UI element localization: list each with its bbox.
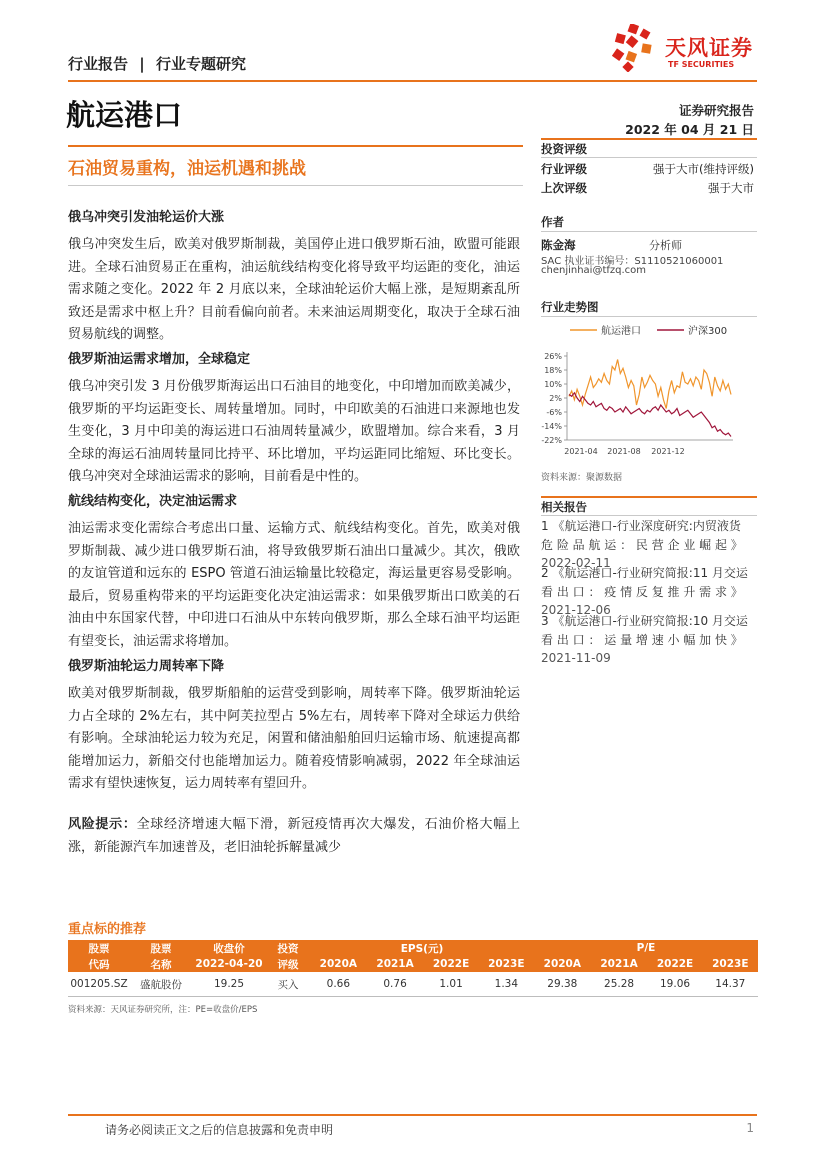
subtitle: 石油贸易重构，油运机遇和挑战 (68, 159, 306, 179)
author-email[interactable]: chenjinhai@tfzq.com (541, 265, 647, 276)
table-note: 资料来源：天风证券研究所，注：PE=收盘价/EPS (68, 1005, 258, 1015)
rating-top-line (541, 138, 757, 140)
section-heading-1: 俄乌冲突引发油轮运价大涨 (68, 210, 225, 225)
previous-rating-value: 强于大市 (708, 181, 754, 195)
cell-pe-2023e: 14.37 (703, 972, 758, 997)
subtitle-top-line (68, 145, 523, 147)
risk-text: 全球经济增速大幅下滑，新冠疫情再次大爆发，石油价格大幅上涨，新能源汽车加速普及，老旧油轮拆解量减少 (68, 817, 520, 855)
risk-warning (68, 814, 520, 859)
logo-mark-icon (612, 24, 658, 72)
related-report-3-line1: 3 《航运港口-行业研究简报:10 月交运 (541, 614, 748, 628)
cell-code: 001205.SZ (68, 972, 130, 997)
report-type-label: 行业报告 (68, 55, 129, 73)
report-date: 2022 年 04 月 21 日 (625, 122, 754, 137)
th-rating-top: 投资 (266, 940, 310, 956)
industry-rating-value: 强于大市(维持评级) (653, 162, 754, 176)
y-tick-label: 10% (544, 380, 562, 389)
previous-rating-label: 上次评级 (541, 181, 587, 195)
industry-rating-label: 行业评级 (541, 162, 587, 176)
table-header-row-1 (68, 940, 758, 956)
footer-divider (68, 1114, 757, 1116)
section-body-1: 俄乌冲突发生后，欧美对俄罗斯制裁，美国停止进口俄罗斯石油，欧盟可能跟进。全球石油贸易正在重构，油运航线结构变化将导致平均运距的变化，油运需求随之变化。2022 年 2 月底以来，全球油轮运价大幅上涨，是短期紊乱所致还是需求中枢上升？目前看偏向前者。未来油运周期变化，取决于全球石油贸易航线的调整。 (68, 237, 520, 342)
section-body-4: 欧美对俄罗斯制裁，俄罗斯船舶的运营受到影响，周转率下降。俄罗斯油轮运力占全球的 2%左右，其中阿芙拉型占 5%左右，周转率下降对全球运力供给有影响。全球油轮运力较为充足，闲置和储油船舶回归运输市场、航速提高都能增加运力，新船交付也能增加运力。随着疫情影响减弱，2022 年全球油运需求有望快速恢复，运力周转率有望回升。 (68, 686, 520, 791)
author-name: 陈金海 (541, 238, 576, 252)
recommendation-table (68, 940, 758, 997)
th-eps: EPS(元) (310, 940, 534, 956)
legend-label-series-2: 沪深300 (688, 326, 728, 337)
th-eps-2021a: 2021A (367, 956, 424, 972)
th-name: 名称 (130, 956, 192, 972)
th-pe: P/E (534, 940, 758, 956)
x-tick-label: 2021-12 (651, 447, 685, 456)
y-tick-label: 18% (544, 366, 562, 375)
related-report-2-date: 2021-12-06 (541, 603, 611, 617)
table-heading: 重点标的推荐 (68, 922, 147, 937)
logo-text-en: TF SECURITIES (668, 60, 735, 69)
author-heading: 作者 (541, 215, 564, 229)
cell-eps-2020a: 0.66 (310, 972, 367, 997)
author-divider (541, 231, 757, 232)
th-eps-2022e: 2022E (423, 956, 478, 972)
y-tick-label: -6% (546, 408, 562, 417)
related-report-3-line2: 看 出 口 ： 运 量 增 速 小 幅 加 快 》 (541, 632, 743, 647)
th-eps-2020a: 2020A (310, 956, 367, 972)
th-rating: 评级 (266, 956, 310, 972)
th-pe-2022e: 2022E (647, 956, 702, 972)
cell-pe-2021a: 25.28 (591, 972, 648, 997)
section-heading-3: 航线结构变化，决定油运需求 (68, 494, 238, 509)
related-report-1-date: 2022-02-11 (541, 556, 611, 570)
series-line-沪深300 (569, 393, 731, 437)
section-heading-4: 俄罗斯油轮运力周转率下降 (68, 659, 225, 674)
header-divider (68, 80, 757, 82)
related-report-1-line2: 危 险 品 航 运 ： 民 营 企 业 崛 起 》 (541, 537, 743, 552)
logo-text-cn: 天风证券 (665, 36, 753, 60)
related-heading: 相关报告 (541, 500, 587, 514)
y-tick-label: 26% (544, 352, 562, 361)
related-divider (541, 515, 757, 516)
table-row (68, 972, 758, 997)
author-license: SAC 执业证书编号：S1110521060001 (541, 256, 724, 267)
page-number: 1 (746, 1121, 754, 1135)
section-body-2: 俄乌冲突引发 3 月份俄罗斯海运出口石油目的地变化，中印增加而欧美减少，俄罗斯的平均运距变长、周转量增加。同时，中印欧美的石油进口来源地也发生变化，3 月中印美的海运进口石油周转量减少，欧盟增加。综合来看，3 月全球的海运石油周转量同比持平、环比增加，平均运距同比缩短、环比变长。俄乌冲突对全球油运需求的影响，目前看是中性的。 (68, 379, 520, 484)
th-code: 代码 (68, 956, 130, 972)
th-pe-2020a: 2020A (534, 956, 591, 972)
author-role: 分析师 (649, 239, 682, 252)
x-tick-label: 2021-04 (564, 447, 598, 456)
report-series-label: 行业专题研究 (155, 55, 246, 73)
cell-eps-2021a: 0.76 (367, 972, 424, 997)
related-report-1-line1: 1 《航运港口-行业深度研究:内贸液货 (541, 519, 741, 533)
th-pe-2021a: 2021A (591, 956, 648, 972)
rating-heading: 投资评级 (541, 142, 587, 156)
cell-price: 19.25 (192, 972, 266, 997)
chart-source: 资料来源：聚源数据 (541, 473, 623, 483)
logo (612, 24, 762, 74)
related-top-line (541, 496, 757, 498)
cell-pe-2020a: 29.38 (534, 972, 591, 997)
related-report-2-line1: 2 《航运港口-行业研究简报:11 月交运 (541, 566, 748, 580)
trend-chart (537, 320, 757, 456)
related-report-3[interactable] (541, 612, 754, 668)
header-separator: | (139, 55, 145, 73)
th-price: 2022-04-20 (192, 956, 266, 972)
x-tick-label: 2021-08 (607, 447, 641, 456)
th-code-top: 股票 (68, 940, 130, 956)
cell-pe-2022e: 19.06 (647, 972, 702, 997)
chart-divider (541, 316, 757, 317)
cell-eps-2022e: 1.01 (423, 972, 478, 997)
cell-name: 盛航股份 (130, 972, 192, 997)
risk-label: 风险提示： (68, 817, 137, 832)
footer-disclaimer[interactable]: 请务必阅读正文之后的信息披露和免责申明 (105, 1123, 334, 1137)
y-tick-label: -14% (541, 422, 562, 431)
section-body-3: 油运需求变化需综合考虑出口量、运输方式、航线结构变化。首先，欧美对俄罗斯制裁、减少进口俄罗斯石油，将导致俄罗斯石油出口量减少。其次，俄欧的友谊管道和远东的 ESPO 管道石油运输量比较稳定，海运量更容易受影响。最后，贸易重构带来的平均运距变化决定油运需求：如果俄罗斯出口欧美的石油由中东国家代替，中印进口石油从中东转向俄罗斯，那么全球石油平均运距有望变长，油运需求将增加。 (68, 521, 520, 649)
chart-heading: 行业走势图 (541, 300, 599, 314)
legend-label-series-1: 航运港口 (601, 326, 641, 337)
report-label: 证券研究报告 (678, 103, 754, 118)
th-pe-2023e: 2023E (703, 956, 758, 972)
th-eps-2023e: 2023E (479, 956, 534, 972)
rating-divider (541, 157, 757, 158)
y-tick-label: -22% (541, 436, 562, 445)
th-name-top: 股票 (130, 940, 192, 956)
report-type (68, 53, 246, 74)
related-report-2-line2: 看 出 口 ： 疫 情 反 复 推 升 需 求 》 (541, 584, 743, 599)
subtitle-bottom-line (68, 185, 523, 186)
y-tick-label: 2% (549, 394, 562, 403)
table-header-row-2 (68, 956, 758, 972)
section-heading-2: 俄罗斯油运需求增加，全球稳定 (68, 352, 251, 367)
page-title: 航运港口 (66, 98, 183, 132)
cell-eps-2023e: 1.34 (479, 972, 534, 997)
cell-rating: 买入 (266, 972, 310, 997)
th-price-top: 收盘价 (192, 940, 266, 956)
related-report-3-date: 2021-11-09 (541, 651, 611, 665)
